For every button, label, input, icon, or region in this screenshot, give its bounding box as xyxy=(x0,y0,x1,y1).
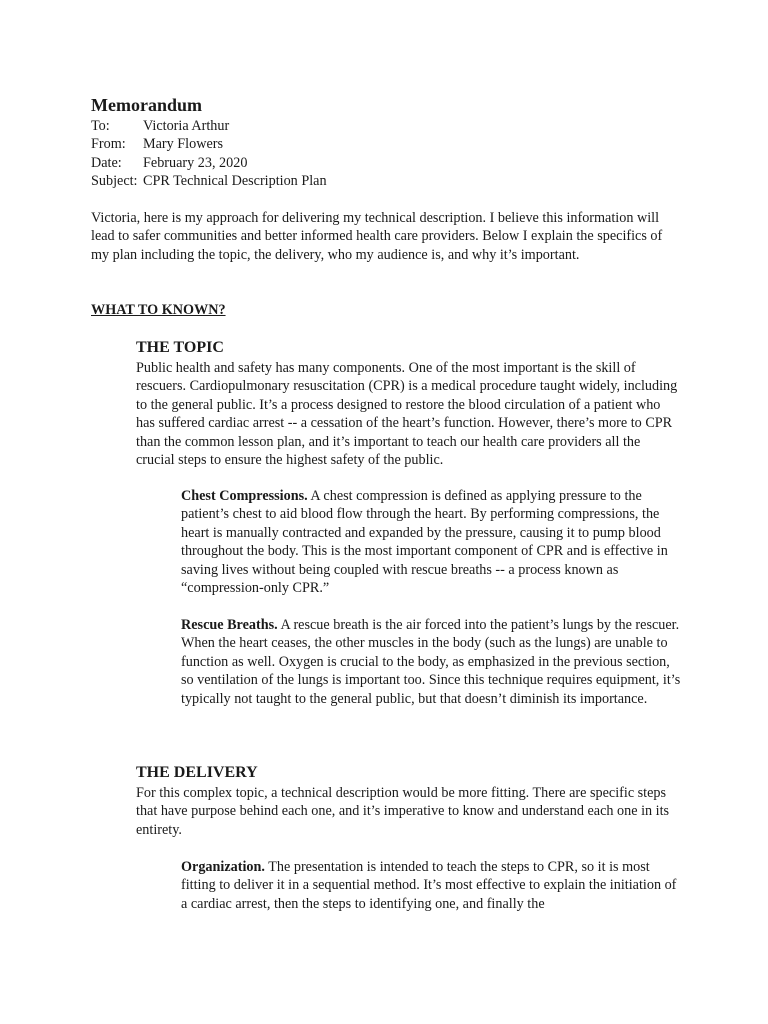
chest-compressions-title: Chest Compressions. xyxy=(181,488,308,504)
topic-paragraph: Public health and safety has many components. One of the most important is the skill of rescuers. Cardiopulmonary resuscitation (CPR) is a medical procedure taught widely, including to the general public. It’s a process designed to restore the blood circulation of a patient who has suffered cardiac arrest -- a cessation of the heart’s function. However, there’s more to CPR than the common lesson plan, and it’s important to teach our health care providers all the crucial steps to ensure the highest safety of the public. xyxy=(136,360,678,469)
header-label-from: From: xyxy=(91,136,126,153)
header-label-to: To: xyxy=(91,118,110,134)
memo-header xyxy=(91,117,327,191)
organization-text: The presentation is intended to teach the steps to CPR, so it is most fitting to deliver it in a sequential method. It’s most effective to explain the initiation of a cardiac arrest, then the steps to identifying one, and finally the xyxy=(181,859,677,912)
section-heading-what-to-known: WHAT TO KNOWN? xyxy=(91,302,226,318)
header-value-to: Victoria Arthur xyxy=(143,118,230,134)
chest-compressions-text: A chest compression is defined as applying pressure to the patient’s chest to aid blood flow through the heart. By performing compressions, the heart is manually contracted and expanded by the pressure, causing it to pump blood throughout the body. This is the most important component of CPR and is effective in saving lives without being coupled with rescue breaths -- a process known as “compression-only CPR.” xyxy=(181,488,668,597)
heading-the-delivery: THE DELIVERY xyxy=(136,764,258,781)
header-value-subject: CPR Technical Description Plan xyxy=(143,173,327,190)
header-row-to xyxy=(91,117,327,135)
rescue-breaths-paragraph xyxy=(181,616,681,708)
organization-title: Organization. xyxy=(181,859,265,875)
header-value-from: Mary Flowers xyxy=(143,136,223,153)
header-row-subject xyxy=(91,172,327,190)
header-label-date: Date: xyxy=(91,154,122,171)
heading-the-topic: THE TOPIC xyxy=(136,339,224,356)
header-row-from xyxy=(91,135,327,153)
header-row-date xyxy=(91,154,327,172)
memo-title: Memorandum xyxy=(91,95,202,115)
intro-paragraph: Victoria, here is my approach for delivering my technical description. I believe this information will lead to safer communities and better informed health care providers. Below I explain the specifics of my plan including the topic, the delivery, who my audience is, and why it’s important. xyxy=(91,210,663,263)
rescue-breaths-title: Rescue Breaths. xyxy=(181,617,278,633)
chest-compressions-paragraph xyxy=(181,487,681,597)
organization-paragraph xyxy=(181,858,681,913)
header-value-date: February 23, 2020 xyxy=(143,154,248,171)
header-label-subject: Subject: xyxy=(91,173,138,190)
rescue-breaths-text: A rescue breath is the air forced into the patient’s lungs by the rescuer. When the heart ceases, the other muscles in the body (such as the lungs) are unable to function as well. Oxygen is crucial to the body, as emphasized in the previous section, so ventilation of the lungs is important too. Since this technique requires equipment, it’s typically not taught to the general public, but that doesn’t diminish its importance. xyxy=(181,617,681,707)
delivery-paragraph: For this complex topic, a technical description would be more fitting. There are specific steps that have purpose behind each one, and it’s imperative to know and understand each one in its entirety. xyxy=(136,785,670,838)
